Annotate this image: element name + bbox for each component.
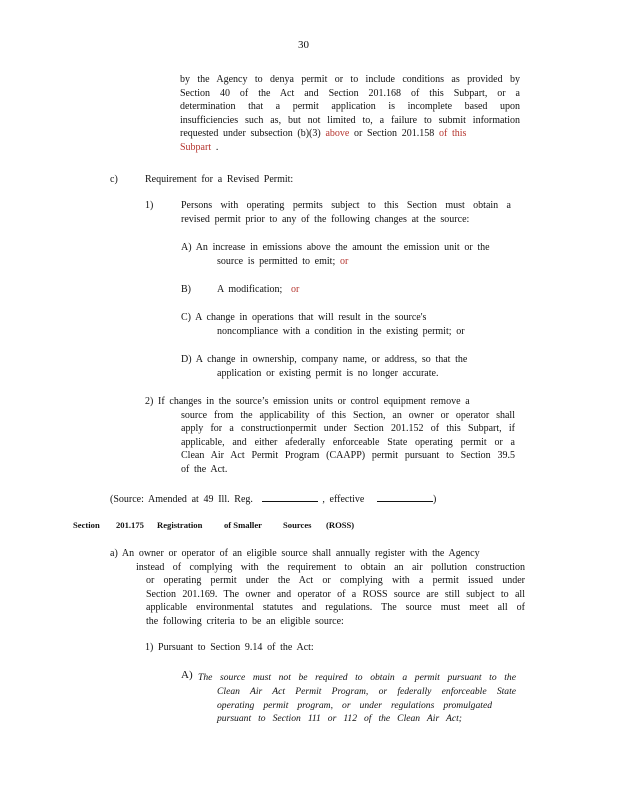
section-title-part: (ROSS) <box>326 520 355 530</box>
source-note-prefix: (Source: Amended at 49 Ill. Reg. <box>110 494 253 505</box>
italic-line: pursuant to Section 111 or 112 of the Clean Air Act; <box>217 713 462 725</box>
intro-line: insufficiencies such as, but not limited to, a failure to submit information <box>180 114 520 126</box>
intro-line: by the Agency to denya permit or to include conditions as provided by <box>180 74 520 85</box>
paragraph-line: of the Act. <box>181 463 228 475</box>
source-note-mid: , effective <box>322 494 365 505</box>
blank-line <box>377 492 433 502</box>
subparagraph-c <box>181 311 526 338</box>
intro-line <box>180 127 520 141</box>
section-title-part: of Smaller <box>224 520 262 530</box>
intro-paragraph <box>180 73 520 155</box>
italic-line: Clean Air Act Permit Program, or federally enforceable State <box>217 685 516 697</box>
subsection-line: a) An owner or operator of an eligible source shall annually register with the Agency <box>110 548 480 559</box>
intro-text: or Section 201.158 <box>354 128 435 140</box>
subsection-a <box>110 547 525 629</box>
inserted-text: or <box>290 284 300 295</box>
section-title-part: Sources <box>283 520 312 530</box>
inserted-text: above <box>325 128 350 140</box>
subparagraph-line: application or existing permit is no longer accurate. <box>217 367 439 379</box>
italic-line: operating permit program, or under regulations promulgated <box>217 699 492 711</box>
subparagraph-text: A modification; <box>217 284 283 295</box>
section-label: Section <box>73 520 100 530</box>
subsection-line: the following criteria to be an eligible source: <box>146 615 344 627</box>
section-number: 201.175 <box>116 520 144 530</box>
subsection-heading: Requirement for a Revised Permit: <box>145 174 294 185</box>
page-number: 30 <box>298 39 309 51</box>
subparagraph-a-label: A) <box>181 669 193 681</box>
paragraph-line: revised permit prior to any of the following changes at the source: <box>181 213 470 225</box>
paragraph-line: applicable, and either afederally enforceable State operating permit or a <box>181 436 515 448</box>
paragraph-line: source from the applicability of this Section, an owner or operator shall <box>181 409 515 421</box>
inserted-text: Subpart <box>180 141 212 153</box>
subparagraph-a <box>181 241 526 268</box>
subparagraph-d <box>181 353 526 380</box>
paragraph-line: 2) If changes in the source’s emission units or control equipment remove a <box>145 396 470 407</box>
subparagraph-b-label: B) <box>181 284 191 295</box>
subsection-label: c) <box>110 174 118 185</box>
paragraph-line: Clean Air Act Permit Program (CAAPP) permit pursuant to Section 39.5 <box>181 450 515 462</box>
subparagraph-line: A) An increase in emissions above the amount the emission unit or the <box>181 242 490 253</box>
intro-line: Section 40 of the Act and Section 201.168 of this Subpart, or a <box>180 87 520 99</box>
subsection-line: instead of complying with the requirement to obtain an air pollution construction <box>136 561 525 573</box>
subsection-line: or operating permit under the Act or complying with a permit issued under <box>146 575 525 587</box>
intro-line <box>180 141 520 155</box>
subparagraph-text: source is permitted to emit; <box>217 255 336 267</box>
paragraph-line: Persons with operating permits subject to this Section must obtain a <box>181 200 511 211</box>
source-note-suffix: ) <box>433 494 437 505</box>
paragraph-2 <box>145 395 515 477</box>
intro-text: . <box>215 141 219 153</box>
subparagraph-line: C) A change in operations that will result in the source's <box>181 312 427 323</box>
inserted-text: or <box>339 255 349 267</box>
intro-line: determination that a permit application is incomplete based upon <box>180 101 520 113</box>
subparagraph-line <box>181 255 526 269</box>
inserted-text: of this <box>438 128 467 140</box>
paragraph-text <box>181 199 511 226</box>
subparagraph-line: noncompliance with a condition in the existing permit; or <box>217 325 465 337</box>
subparagraph-b <box>217 283 299 297</box>
paragraph-label: 1) <box>145 200 154 211</box>
subsection-line: applicable environmental statutes and regulations. The source must meet all of <box>146 602 525 614</box>
subsection-line: Section 201.169. The owner and operator of a ROSS source are still subject to all <box>146 588 525 600</box>
section-title-part: Registration <box>157 520 203 530</box>
intro-text: requested under subsection (b)(3) <box>180 128 321 140</box>
subparagraph-line: D) A change in ownership, company name, or address, so that the <box>181 354 468 365</box>
paragraph-1: 1) Pursuant to Section 9.14 of the Act: <box>145 642 314 653</box>
blank-line <box>262 492 318 502</box>
italic-subparagraph <box>198 671 516 726</box>
source-note <box>110 492 436 507</box>
italic-line: The source must not be required to obtain a permit pursuant to the <box>198 672 516 683</box>
paragraph-line: apply for a constructionpermit under Section 201.152 of this Subpart, if <box>181 423 515 435</box>
